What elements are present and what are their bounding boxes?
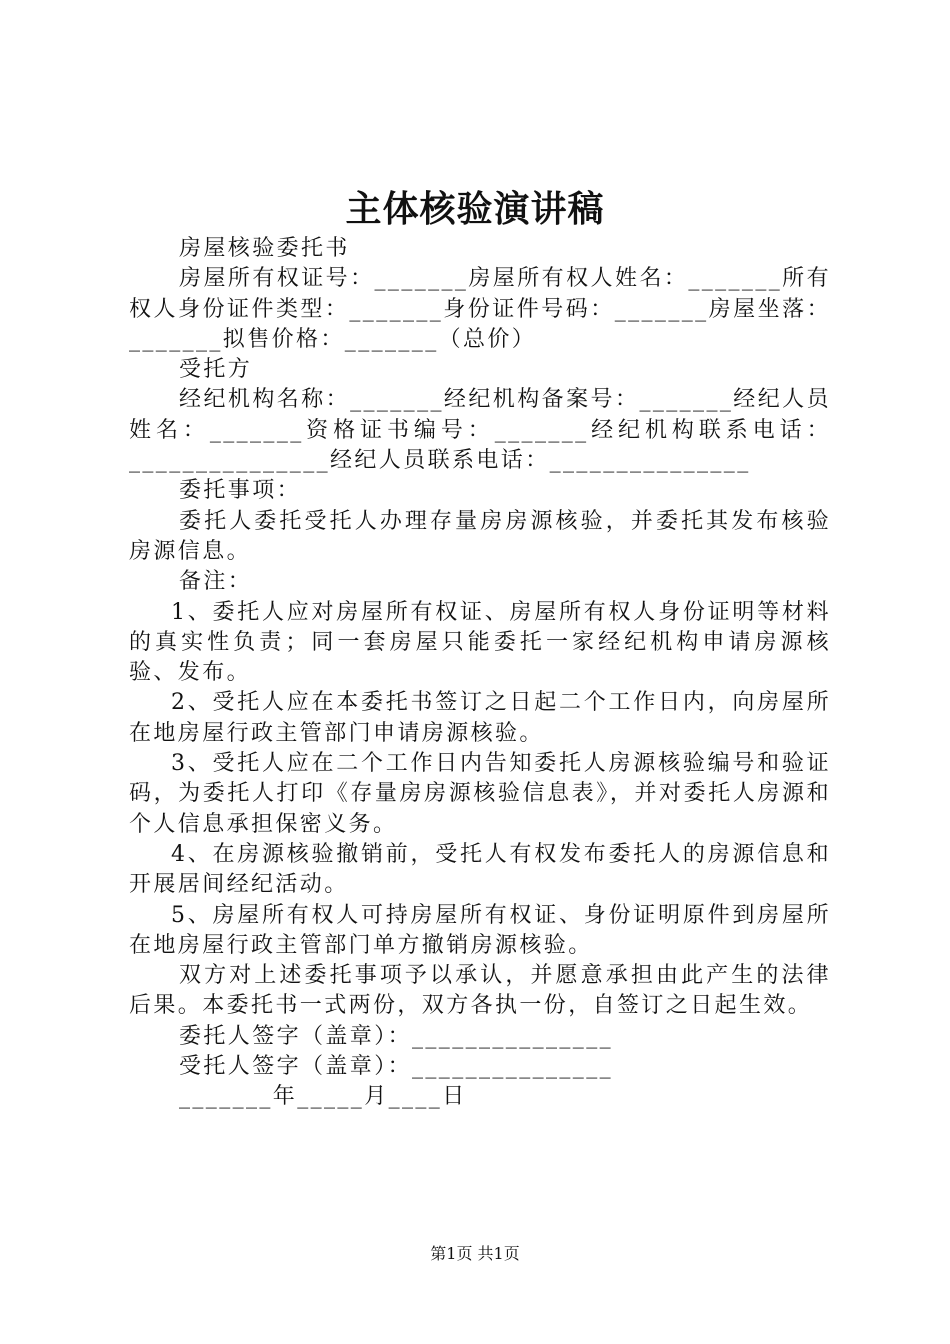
note-item-1: 1、委托人应对房屋所有权证、房屋所有权人身份证明等材料的真实性负责；同一套房屋只能委托一家经纪机构申请房源核验、发布。 bbox=[129, 599, 831, 686]
matters-paragraph: 委托人委托受托人办理存量房房源核验，并委托其发布核验房源信息。 bbox=[129, 508, 831, 564]
agency-info-paragraph: 经纪机构名称：_______经纪机构备案号：_______经纪人员姓名：_______资格证书编号：_______经纪机构联系电话：_______________经纪人员联系电话：_______________ bbox=[129, 387, 831, 474]
document-title: 主体核验演讲稿 bbox=[345, 188, 605, 230]
note-item-4: 4、在房源核验撤销前，受托人有权发布委托人的房源信息和开展居间经纪活动。 bbox=[129, 841, 831, 898]
agreement-paragraph: 双方对上述委托事项予以承认，并愿意承担由此产生的法律后果。本委托书一式两份，双方各执一份，自签订之日起生效。 bbox=[129, 963, 831, 1019]
matters-heading: 委托事项： bbox=[179, 478, 302, 504]
trustee-heading: 受托方 bbox=[179, 357, 253, 383]
note-item-3: 3、受托人应在二个工作日内告知委托人房源核验编号和验证码，为委托人打印《存量房房源核验信息表》，并对委托人房源和个人信息承担保密义务。 bbox=[129, 751, 831, 837]
note-item-2: 2、受托人应在本委托书签订之日起二个工作日内，向房屋所在地房屋行政主管部门申请房源核验。 bbox=[129, 690, 831, 746]
owner-info-paragraph: 房屋所有权证号：_______房屋所有权人姓名：_______所有权人身份证件类型：_______身份证件号码：_______房屋坐落：_______拟售价格：_______（总价） bbox=[129, 266, 831, 352]
trustee-signature-line: 受托人签字（盖章）：_______________ bbox=[179, 1054, 614, 1080]
note-item-5: 5、房屋所有权人可持房屋所有权证、身份证明原件到房屋所在地房屋行政主管部门单方撤销房源核验。 bbox=[129, 902, 831, 958]
document-body bbox=[129, 234, 831, 1113]
notes-heading: 备注： bbox=[179, 569, 253, 595]
letter-heading: 房屋核验委托书 bbox=[179, 236, 350, 261]
page-footer: 第1页 共1页 bbox=[430, 1244, 520, 1263]
date-line: _______年_____月____日 bbox=[179, 1084, 467, 1110]
client-signature-line: 委托人签字（盖章）：_______________ bbox=[179, 1023, 614, 1049]
